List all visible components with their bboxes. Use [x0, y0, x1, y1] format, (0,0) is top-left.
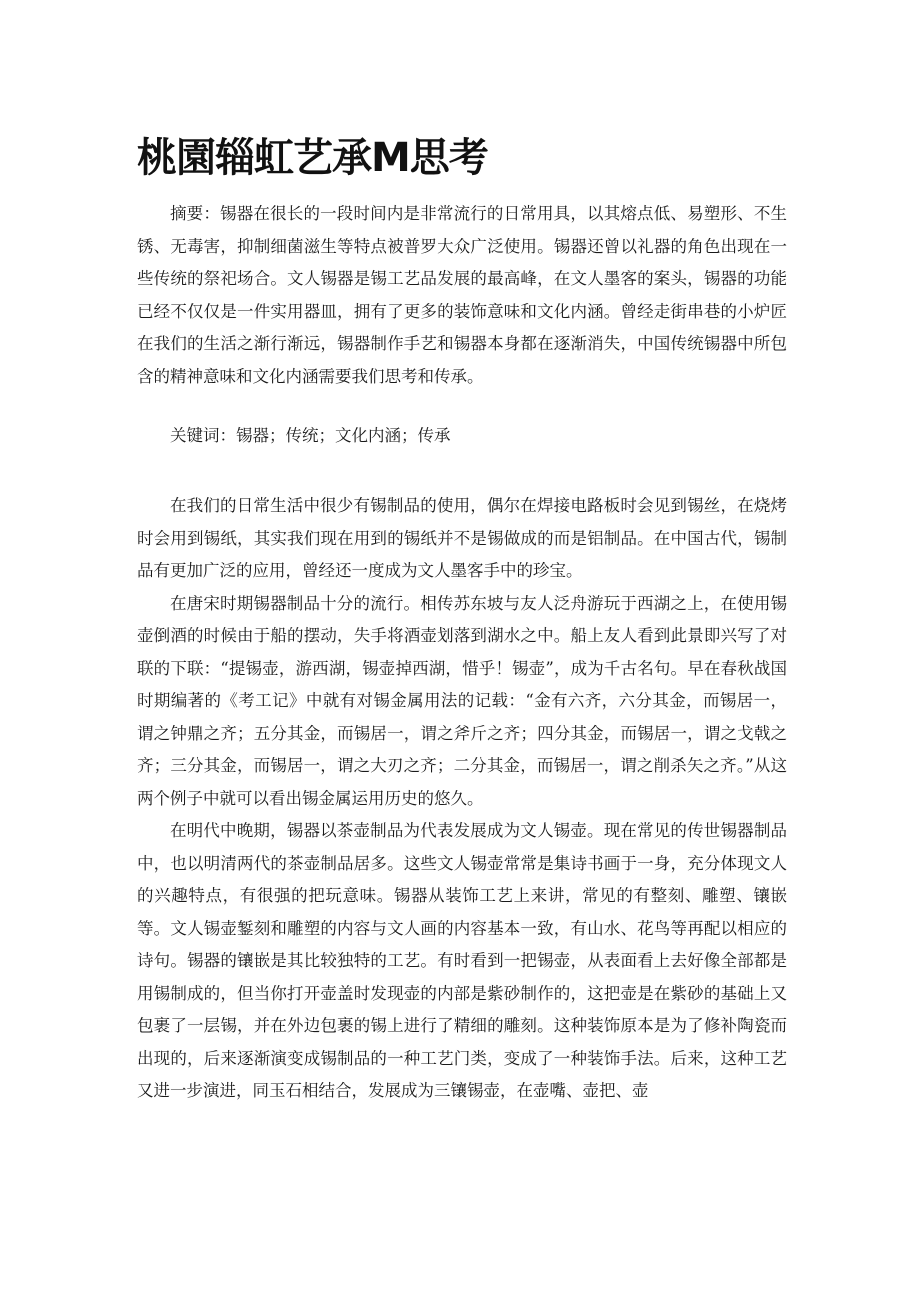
keywords-line: 关键词：锡器；传统；文化内涵；传承 — [170, 426, 451, 445]
document-title: 桃園辎虹艺承M思考 — [137, 135, 488, 181]
body-paragraph: 在我们的日常生活中很少有锡制品的使用，偶尔在焊接电路板时会见到锡丝，在烧烤时会用到锡纸，其实我们现在用到的锡纸并不是锡做成的而是铝制品。在中国古代，锡制品有更加广泛的应用，曾经还一度成为文人墨客手中的珍宝。 — [137, 496, 787, 580]
main-body — [137, 490, 787, 1108]
body-paragraph: 在唐宋时期锡器制品十分的流行。相传苏东坡与友人泛舟游玩于西湖之上，在使用锡壶倒酒的时候由于船的摆动，失手将酒壶划落到湖水之中。船上友人看到此景即兴写了对联的下联：“提锡壶，游西湖，锡壶掉西湖，惜乎！锡壶”，成为千古名句。早在春秋战国时期编著的《考工记》中就有对锡金属用法的记载：“金有六齐，六分其金，而锡居一，谓之钟鼎之齐；五分其金，而锡居一，谓之斧斤之齐；四分其金，而锡居一，谓之戈戟之齐；三分其金，而锡居一，谓之大刃之齐；二分其金，而锡居一，谓之削杀矢之齐。”从这两个例子中就可以看出锡金属运用历史的悠久。 — [137, 593, 787, 808]
keywords-section — [137, 420, 787, 453]
body-paragraph: 在明代中晚期，锡器以茶壶制品为代表发展成为文人锡壶。现在常见的传世锡器制品中，也以明清两代的茶壶制品居多。这些文人锡壶常常是集诗书画于一身，充分体现文人的兴趣特点，有很强的把玩意味。锡器从装饰工艺上来讲，常见的有整刻、雕塑、镶嵌等。文人锡壶錾刻和雕塑的内容与文人画的内容基本一致，有山水、花鸟等再配以相应的诗句。锡器的镶嵌是其比较独特的工艺。有时看到一把锡壶，从表面看上去好像全部都是用锡制成的，但当你打开壶盖时发现壶的内部是紫砂制作的，这把壶是在紫砂的基础上又包裹了一层锡，并在外边包裹的锡上进行了精细的雕刻。这种装饰原本是为了修补陶瓷而出现的，后来逐渐演变成锡制品的一种工艺门类，变成了一种装饰手法。后来，这种工艺又进一步演进，同玉石相结合，发展成为三镶锡壶，在壶嘴、壶把、壶 — [137, 821, 787, 1100]
abstract-paragraph: 摘要：锡器在很长的一段时间内是非常流行的日常用具，以其熔点低、易塑形、不生锈、无毒害，抑制细菌滋生等特点被普罗大众广泛使用。锡器还曾以礼器的角色出现在一些传统的祭祀场合。文人锡器是锡工艺品发展的最高峰，在文人墨客的案头，锡器的功能已经不仅仅是一件实用器皿，拥有了更多的装饰意味和文化内涵。曾经走街串巷的小炉匠在我们的生活之渐行渐远，锡器制作手艺和锡器本身都在逐渐消失，中国传统锡器中所包含的精神意味和文化内涵需要我们思考和传承。 — [137, 204, 787, 386]
abstract-section — [137, 198, 787, 393]
